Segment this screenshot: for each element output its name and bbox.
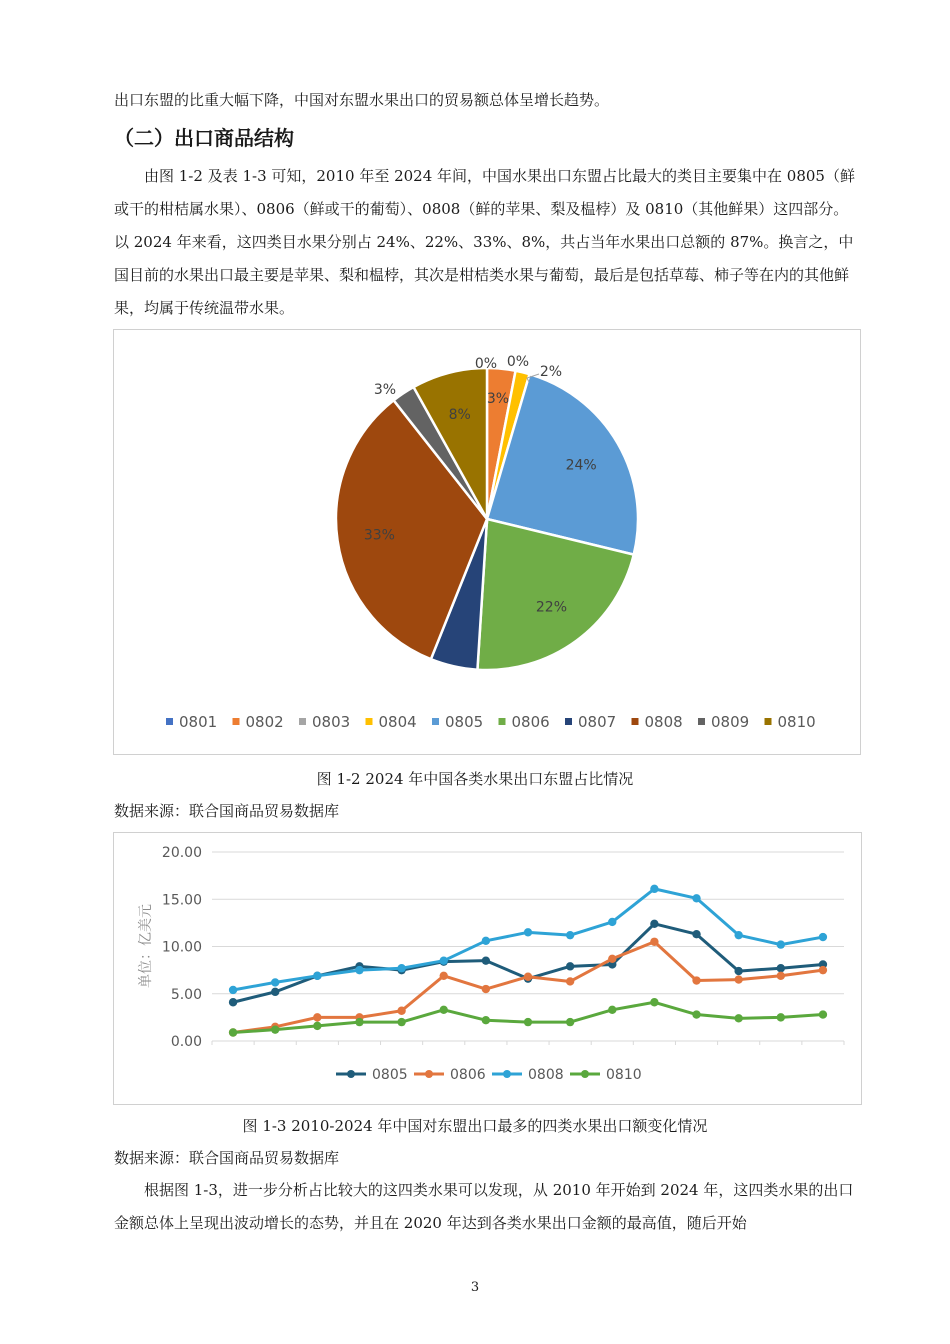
- legend-marker-0808: [503, 1070, 511, 1078]
- point-0810-2015: [440, 1006, 448, 1014]
- y-tick-label: 5.00: [170, 986, 202, 1003]
- point-0808-2023: [777, 940, 785, 948]
- paragraph-intro-tail: 出口东盟的比重大幅下降，中国对东盟水果出口的贸易额总体呈增长趋势。: [114, 91, 610, 109]
- point-0808-2021: [692, 894, 700, 902]
- legend-label-0810: 0810: [606, 1067, 642, 1083]
- point-0810-2017: [524, 1018, 532, 1026]
- point-0806-2016: [482, 985, 490, 993]
- legend-label-0808: 0808: [528, 1067, 564, 1083]
- point-0808-2014: [397, 964, 405, 972]
- legend-label-0804: 0804: [378, 713, 417, 731]
- point-0808-2020: [650, 885, 658, 893]
- figure-1-2-caption: 图 1-2 2024 年中国各类水果出口东盟占比情况: [316, 770, 634, 788]
- legend-marker-0806: [425, 1070, 433, 1078]
- point-0805-2011: [271, 988, 279, 996]
- line-chart-figure: [113, 832, 862, 1105]
- pie-chart: [114, 330, 860, 754]
- pie-label-0809: 3%: [373, 382, 397, 398]
- point-0810-2013: [355, 1018, 363, 1026]
- point-0810-2016: [482, 1016, 490, 1024]
- legend-label-0802: 0802: [245, 713, 284, 731]
- legend-label-0807: 0807: [578, 713, 617, 731]
- pie-label-0806: 22%: [535, 599, 568, 616]
- legend-label-0806: 0806: [511, 713, 550, 731]
- legend-label-0808: 0808: [644, 713, 683, 731]
- point-0810-2021: [692, 1010, 700, 1018]
- point-0808-2024: [819, 933, 827, 941]
- point-0810-2012: [313, 1022, 321, 1030]
- legend-marker-0805: [347, 1070, 355, 1078]
- pie-label-0804: 2%: [539, 364, 563, 380]
- legend-swatch-0808: [632, 718, 639, 725]
- pie-label-0810: 8%: [448, 406, 471, 423]
- figure-1-3-caption: 图 1-3 2010-2024 年中国对东盟出口最多的四类水果出口额变化情况: [242, 1117, 708, 1135]
- line-chart: [114, 833, 861, 1104]
- legend-swatch-0802: [233, 718, 240, 725]
- y-tick-label: 10.00: [161, 939, 202, 956]
- legend-label-0801: 0801: [179, 713, 218, 731]
- point-0808-2013: [355, 966, 363, 974]
- point-0810-2023: [777, 1013, 785, 1021]
- pie-label-0803: 0%: [506, 354, 530, 370]
- pie-label-0808: 33%: [363, 527, 395, 544]
- point-0808-2010: [229, 986, 237, 994]
- pie-label-0802: 3%: [486, 391, 510, 407]
- point-0810-2018: [566, 1018, 574, 1026]
- point-0806-2018: [566, 977, 574, 985]
- point-0805-2023: [777, 964, 785, 972]
- point-0808-2012: [313, 972, 321, 980]
- legend-label-0806: 0806: [450, 1067, 486, 1083]
- point-0810-2011: [271, 1025, 279, 1033]
- point-0808-2019: [608, 918, 616, 926]
- legend-swatch-0801: [166, 718, 173, 725]
- legend-label-0805: 0805: [372, 1067, 408, 1083]
- y-axis-label: 单位：亿美元: [138, 904, 154, 988]
- point-0808-2017: [524, 928, 532, 936]
- pie-chart-figure: [113, 329, 861, 755]
- paragraph-analysis: 根据图 1-3，进一步分析占比较大的这四类水果可以发现，从 2010 年开始到 2024 年，这四类水果的出口金额总体上呈现出波动增长的态势，并且在 2020 年达到各类水果出口金额的最高值，随后开始: [114, 1181, 854, 1232]
- paragraph-structure: 由图 1-2 及表 1-3 可知，2010 年至 2024 年间，中国水果出口东盟占比最大的类目主要集中在 0805（鲜或干的柑桔属水果）、0806（鲜或干的葡萄）、0808（鲜的苹果、梨及榅桲）及 0810（其他鲜果）这四部分。以 2024 年来看，这四类目水果分别占 24%、22%、33%、8%，共占当年水果出口总额的 87%。换言之，中国目前的水果出口最主要是苹果、梨和榅桲，其次是柑桔类水果与葡萄，最后是包括草莓、柿子等在内的其他鲜果，均属于传统温带水果。: [114, 167, 855, 317]
- point-0806-2022: [734, 975, 742, 983]
- point-0808-2015: [440, 956, 448, 964]
- point-0806-2024: [819, 966, 827, 974]
- y-tick-label: 20.00: [161, 845, 202, 861]
- y-tick-label: 15.00: [161, 892, 202, 909]
- pie-label-0801: 0%: [474, 356, 498, 372]
- point-0805-2016: [482, 956, 490, 964]
- point-0808-2018: [566, 931, 574, 939]
- point-0810-2022: [734, 1014, 742, 1022]
- legend-swatch-0805: [432, 718, 439, 725]
- y-tick-label: 0.00: [170, 1034, 202, 1050]
- point-0806-2012: [313, 1013, 321, 1021]
- point-0805-2020: [650, 920, 658, 928]
- point-0806-2015: [440, 972, 448, 980]
- pie-label-0805: 24%: [565, 457, 597, 474]
- page-number: 3: [470, 1280, 480, 1295]
- point-0808-2022: [734, 931, 742, 939]
- legend-marker-0810: [581, 1070, 589, 1078]
- point-0805-2018: [566, 962, 574, 970]
- legend-swatch-0807: [565, 718, 572, 725]
- point-0806-2019: [608, 955, 616, 963]
- legend-label-0805: 0805: [445, 713, 484, 731]
- point-0806-2021: [692, 976, 700, 984]
- legend-swatch-0806: [499, 718, 506, 725]
- point-0810-2020: [650, 998, 658, 1006]
- legend-swatch-0803: [299, 718, 306, 725]
- legend-label-0810: 0810: [777, 713, 816, 731]
- legend-swatch-0810: [765, 718, 772, 725]
- point-0810-2014: [397, 1018, 405, 1026]
- legend-label-0803: 0803: [312, 713, 351, 731]
- point-0806-2017: [524, 973, 532, 981]
- point-0806-2023: [777, 972, 785, 980]
- legend-swatch-0809: [698, 718, 705, 725]
- point-0808-2016: [482, 937, 490, 945]
- point-0810-2024: [819, 1010, 827, 1018]
- legend-label-0809: 0809: [711, 713, 750, 731]
- section-heading: （二）出口商品结构: [114, 126, 294, 150]
- point-0805-2022: [734, 967, 742, 975]
- point-0805-2010: [229, 998, 237, 1006]
- point-0810-2010: [229, 1028, 237, 1036]
- legend-swatch-0804: [366, 718, 373, 725]
- point-0805-2021: [692, 930, 700, 938]
- figure-1-2-source: 数据来源：联合国商品贸易数据库: [114, 802, 340, 820]
- point-0808-2011: [271, 978, 279, 986]
- point-0810-2019: [608, 1006, 616, 1014]
- point-0806-2014: [397, 1007, 405, 1015]
- figure-1-3-source: 数据来源：联合国商品贸易数据库: [114, 1149, 340, 1167]
- point-0806-2020: [650, 938, 658, 946]
